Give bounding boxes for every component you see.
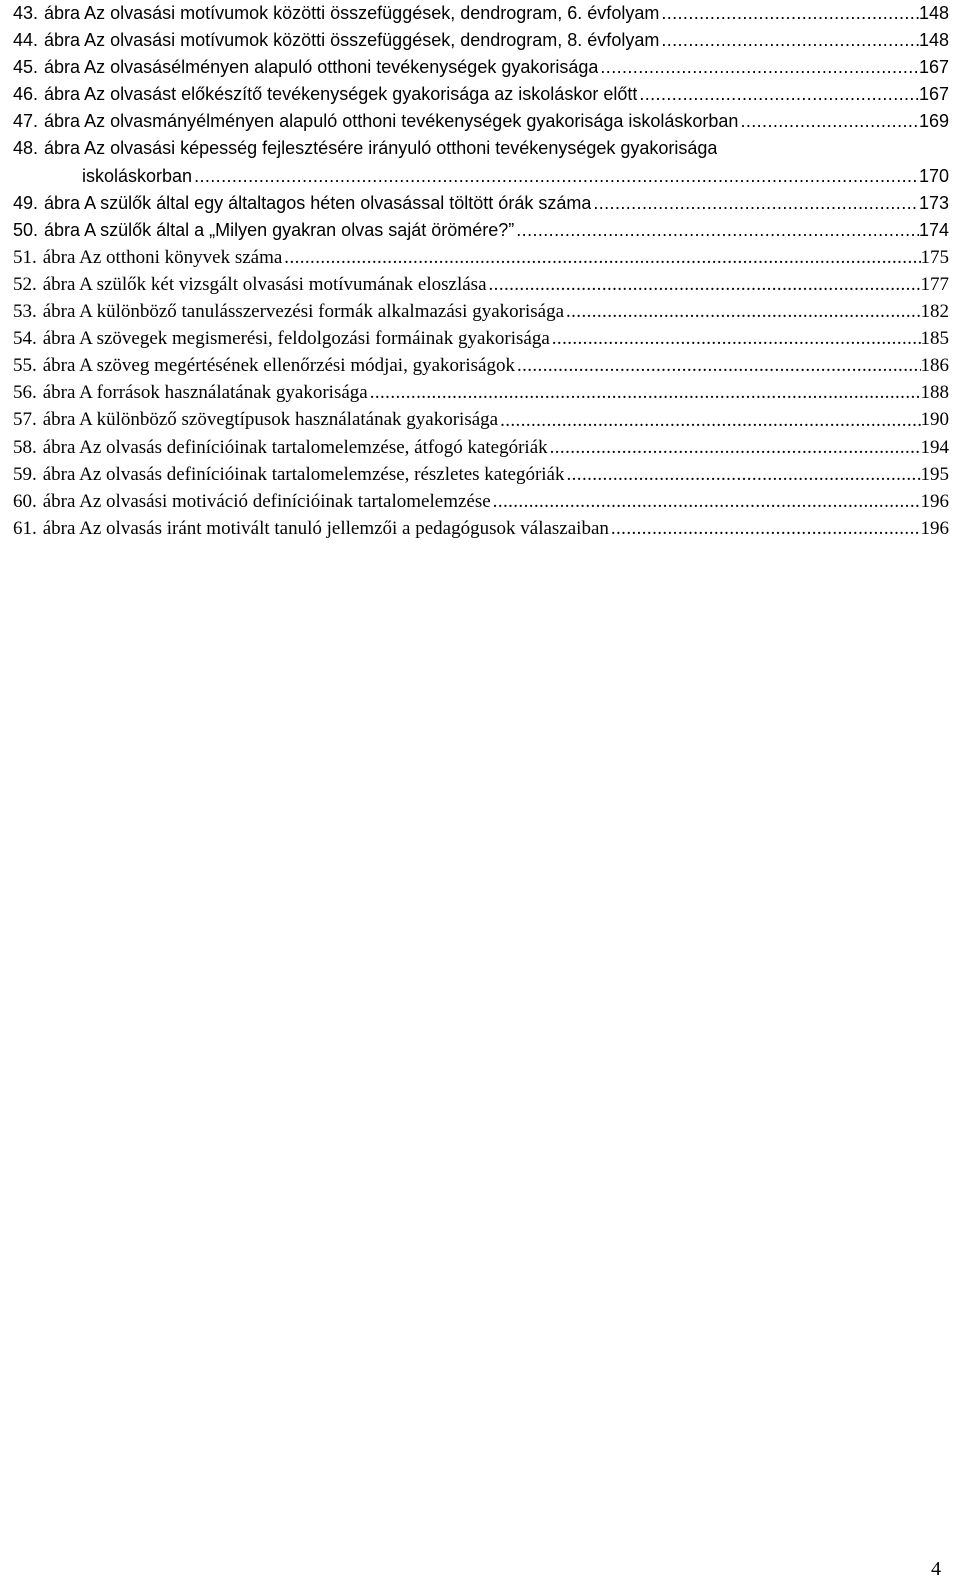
entry-number: 60. — [13, 490, 37, 512]
entry-number: 45. — [13, 57, 39, 78]
table-of-figures — [13, 0, 949, 542]
toc-entry[interactable] — [13, 244, 949, 271]
entry-title: ábra Az olvasás iránt motivált tanuló jellemzői a pedagógusok válaszaiban — [42, 517, 609, 539]
entry-title: ábra Az olvasmányélményen alapuló otthoni tevékenységek gyakorisága iskoláskorban — [44, 111, 739, 132]
toc-entry[interactable] — [13, 54, 949, 81]
toc-entry[interactable] — [13, 515, 949, 542]
toc-entry[interactable] — [13, 406, 949, 433]
entry-title: ábra A szülők által egy általtagos héten olvasással töltött órák száma — [44, 192, 592, 213]
entry-title: ábra A különböző tanulásszervezési formák alkalmazási gyakorisága — [42, 301, 564, 323]
dot-leader — [491, 488, 921, 515]
entry-page-number: 148 — [918, 3, 949, 23]
entry-page-number: 186 — [920, 355, 949, 377]
entry-title: ábra Az olvasásélményen alapuló otthoni tevékenységek gyakorisága — [44, 57, 599, 78]
entry-title: ábra A szöveg megértésének ellenőrzési módjai, gyakoriságok — [42, 355, 515, 377]
entry-title: ábra Az olvasási motívumok közötti összefüggések, dendrogram, 6. évfolyam — [44, 3, 660, 23]
page-number: 4 — [931, 1558, 941, 1580]
entry-page-number: 174 — [918, 219, 949, 240]
entry-number: 56. — [13, 382, 37, 404]
dot-leader — [609, 515, 921, 542]
entry-title: ábra Az olvasási képesség fejlesztésére irányuló otthoni tevékenységek gyakorisága — [44, 138, 718, 159]
entry-page-number: 196 — [920, 517, 949, 539]
entry-title-continued: iskoláskorban — [82, 165, 193, 186]
entry-page-number: 196 — [920, 490, 949, 512]
entry-page-number: 175 — [920, 246, 949, 268]
entry-title: ábra A különböző szövegtípusok használatának gyakorisága — [42, 409, 499, 431]
toc-entry[interactable] — [13, 379, 949, 406]
dot-leader — [550, 325, 921, 352]
entry-title: ábra A szövegek megismerési, feldolgozási formáinak gyakorisága — [42, 328, 550, 350]
entry-page-number: 170 — [918, 165, 949, 186]
dot-leader — [659, 27, 919, 54]
entry-number: 58. — [13, 436, 37, 458]
entry-number: 61. — [13, 517, 37, 539]
entry-title: ábra Az olvasás definícióinak tartalomelemzése, átfogó kategóriák — [42, 436, 548, 458]
entry-number: 46. — [13, 84, 39, 105]
entry-number: 47. — [13, 111, 39, 132]
entry-page-number: 167 — [918, 57, 949, 78]
entry-page-number: 194 — [920, 436, 949, 458]
dot-leader — [192, 163, 919, 190]
entry-number: 55. — [13, 355, 37, 377]
entry-page-number: 173 — [918, 192, 949, 213]
dot-leader — [515, 352, 921, 379]
toc-entry[interactable] — [13, 27, 949, 54]
toc-entry[interactable] — [13, 461, 949, 488]
entry-title: ábra Az olvasást előkészítő tevékenységek gyakorisága az iskoláskor előtt — [44, 84, 638, 105]
toc-entry[interactable] — [13, 0, 949, 27]
toc-entry[interactable] — [13, 434, 949, 461]
entry-page-number: 177 — [920, 273, 949, 295]
toc-entry[interactable] — [13, 108, 949, 135]
entry-title: ábra A források használatának gyakorisága — [42, 382, 368, 404]
entry-number: 52. — [13, 273, 37, 295]
entry-title: ábra Az olvasási motiváció definícióinak tartalomelemzése — [42, 490, 491, 512]
dot-leader — [565, 461, 921, 488]
entry-page-number: 167 — [918, 84, 949, 105]
dot-leader — [498, 407, 920, 434]
dot-leader — [591, 190, 919, 217]
entry-number: 50. — [13, 219, 39, 240]
entry-number: 44. — [13, 30, 39, 51]
dot-leader — [564, 298, 921, 325]
entry-page-number: 148 — [918, 30, 949, 51]
toc-entry[interactable] — [13, 81, 949, 108]
toc-entry[interactable] — [13, 271, 949, 298]
dot-leader — [548, 434, 921, 461]
entry-title: ábra Az otthoni könyvek száma — [42, 246, 283, 268]
entry-number: 59. — [13, 463, 37, 485]
entry-number: 53. — [13, 301, 37, 323]
dot-leader — [659, 0, 919, 27]
entry-page-number: 182 — [920, 301, 949, 323]
toc-entry[interactable] — [13, 352, 949, 379]
entry-number: 54. — [13, 328, 37, 350]
entry-number: 43. — [13, 3, 39, 23]
entry-page-number: 190 — [920, 409, 949, 431]
entry-page-number: 188 — [920, 382, 949, 404]
dot-leader — [738, 108, 919, 135]
toc-entry[interactable] — [13, 325, 949, 352]
entry-number: 51. — [13, 246, 37, 268]
entry-title: ábra A szülők által a „Milyen gyakran olvas saját örömére?” — [44, 219, 515, 240]
toc-entry[interactable] — [13, 488, 949, 515]
entry-title: ábra Az olvasási motívumok közötti összefüggések, dendrogram, 8. évfolyam — [44, 30, 660, 51]
toc-entry[interactable] — [13, 190, 949, 217]
dot-leader — [368, 379, 921, 406]
dot-leader — [487, 271, 921, 298]
entry-number: 49. — [13, 192, 39, 213]
entry-page-number: 195 — [920, 463, 949, 485]
entry-title: ábra A szülők két vizsgált olvasási motívumának eloszlása — [42, 273, 487, 295]
dot-leader — [282, 244, 920, 271]
dot-leader — [598, 54, 919, 81]
entry-number: 57. — [13, 409, 37, 431]
entry-page-number: 169 — [918, 111, 949, 132]
toc-entry[interactable] — [13, 135, 949, 189]
dot-leader — [514, 217, 919, 244]
entry-number: 48. — [13, 138, 39, 159]
entry-page-number: 185 — [920, 328, 949, 350]
toc-entry[interactable] — [13, 298, 949, 325]
toc-entry[interactable] — [13, 217, 949, 244]
dot-leader — [637, 81, 919, 108]
entry-title: ábra Az olvasás definícióinak tartalomelemzése, részletes kategóriák — [42, 463, 565, 485]
